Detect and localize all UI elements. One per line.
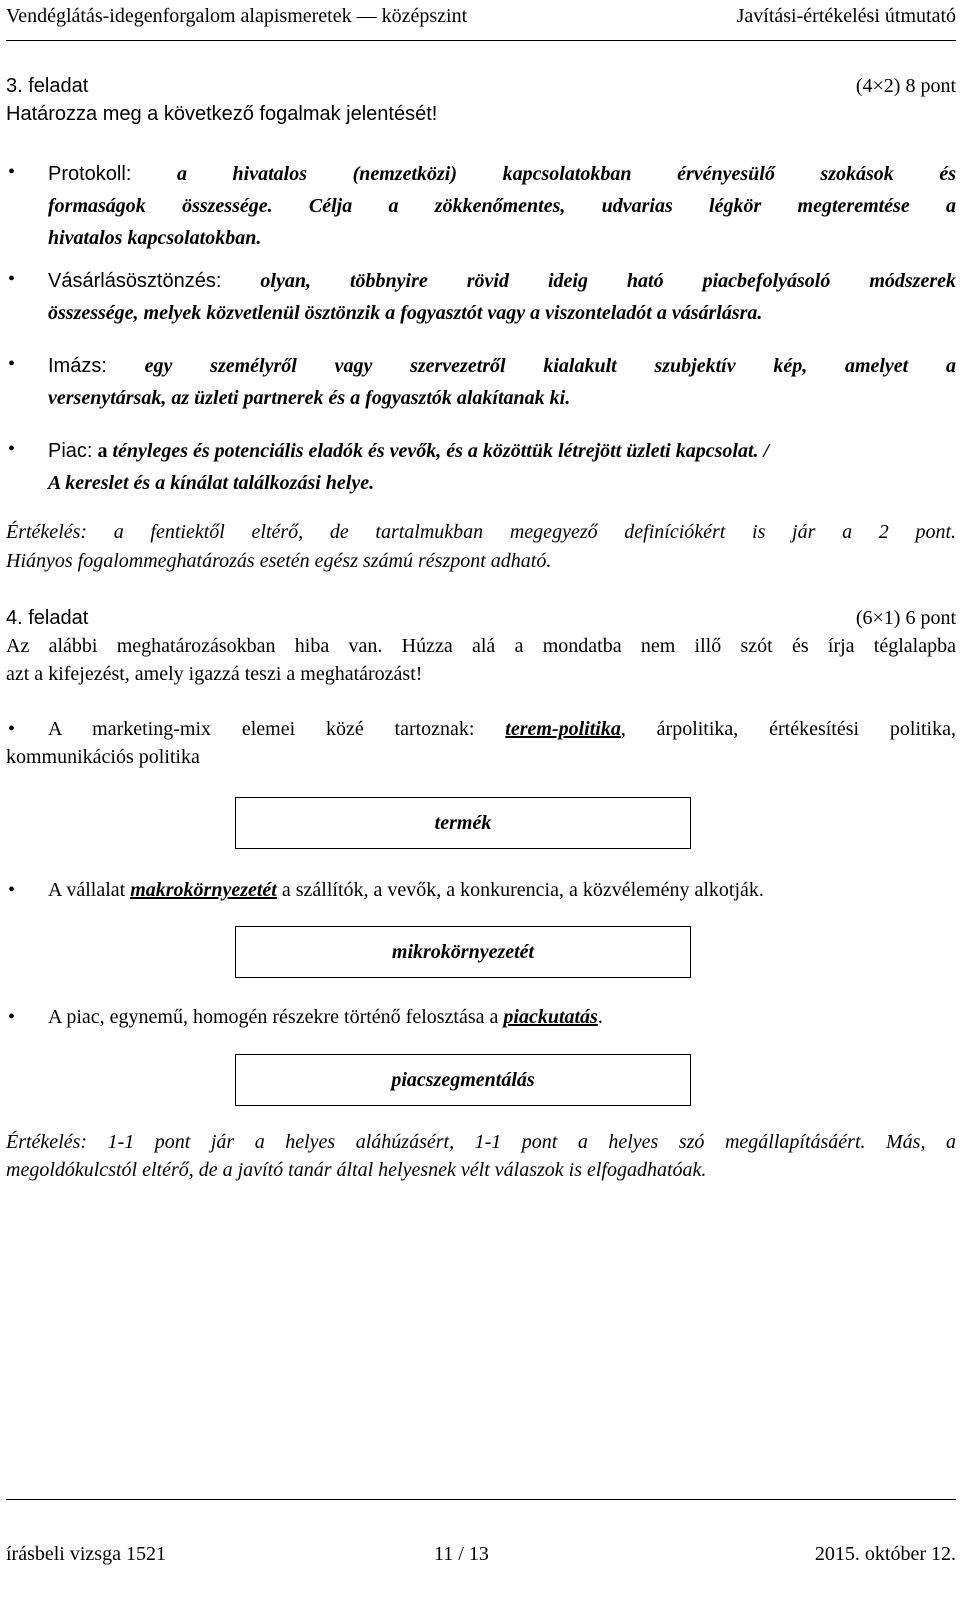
definition-text: hivatalos kapcsolatokban. [48,227,262,249]
bullet-icon: • [8,1006,16,1028]
task3-title: 3. feladat [6,75,89,97]
footer-exam-code: írásbeli vizsga 1521 [6,1543,166,1565]
footer-date: 2015. október 12. [814,1543,956,1565]
bullet-icon: • [8,718,16,740]
bullet-icon: • [8,438,16,460]
task3-heading [6,72,956,100]
header-exam-title: Vendéglátás-idegenforgalom alapismeretek — középszint [6,5,468,27]
task4-instruction-line1: Az alábbi meghatározásokban hiba van. Húzza alá a mondatba nem illő szót és írja téglalapba [6,635,956,657]
footer-page-number: 11 / 13 [434,1543,489,1565]
task4-item-marketing-mix-line2: kommunikációs politika [6,746,200,768]
sentence-text: A piac, egynemű, homogén részekre történő felosztása a [48,1006,504,1028]
footer-divider [6,1499,956,1500]
definition-text: formaságok összessége. Célja a zökkenőmentes, udvarias légkör megteremtése a [48,195,956,217]
definition-text: egy személyről vagy szervezetről kialakult szubjektív kép, amelyet a [144,355,956,377]
task4-title: 4. feladat [6,607,89,629]
sentence-text: , árpolitika, értékesítési politika, [620,718,956,740]
definition-prefix: a [97,440,108,462]
sentence-text: A marketing-mix elemei közé tartoznak: [48,718,506,740]
term-label: Vásárlásösztönzés: [48,270,222,292]
definition-text: olyan, többnyire rövid ideig ható piacbefolyásoló módszerek [260,270,957,292]
task3-instruction: Határozza meg a következő fogalmak jelentését! [6,103,438,125]
definition-text: versenytársak, az üzleti partnerek és a fogyasztók alakítanak ki. [48,387,571,409]
definition-text: tényleges és potenciális eladók és vevők, és a közöttük létrejött üzleti kapcsolat. / [112,440,770,462]
term-label: Protokoll: [48,163,132,185]
sentence-text: a szállítók, a vevők, a konkurencia, a közvélemény alkotják. [276,879,764,901]
header-guide-title: Javítási-értékelési útmutató [736,5,956,27]
wrong-word: makrokörnyezetét [130,879,277,901]
bullet-icon: • [8,879,16,901]
bullet-icon: • [8,161,16,183]
page-footer [6,1543,956,1573]
sentence-text: A vállalat [48,879,131,901]
definition-text: összessége, melyek közvetlenül ösztönzik a fogyasztót vagy a viszonteladót a vásárlásra. [48,302,763,324]
task4-evaluation-line1: Értékelés: 1-1 pont jár a helyes aláhúzásért, 1-1 pont a helyes szó megállapításáért. Más, a [6,1131,956,1153]
wrong-word: piackutatás [503,1006,598,1028]
page-header [6,5,956,35]
definition-text: a hivatalos (nemzetközi) kapcsolatokban érvényesülő szokások és [176,163,957,185]
task4-heading [6,604,956,632]
task3-evaluation-line2: Hiányos fogalommeghatározás esetén egész számú részpont adható. [6,550,552,572]
bullet-icon: • [8,353,16,375]
task4-points: (6×1) 6 pont [855,607,956,629]
definition-text: A kereslet és a kínálat találkozási helye. [48,472,375,494]
answer-box-piacszegmentalas: piacszegmentálás [235,1054,691,1106]
sentence-text: . [597,1006,603,1028]
answer-box-termek: termék [235,797,691,849]
document-page [6,0,956,1617]
wrong-word: terem-politika [505,718,621,740]
header-divider [6,40,956,41]
task4-evaluation-line2: megoldókulcstól eltérő, de a javító tanár által helyesnek vélt válaszok is elfogadhatóak. [6,1159,707,1181]
term-label: Piac: [48,440,93,462]
task4-instruction-line2: azt a kifejezést, amely igazzá teszi a meghatározást! [6,663,423,685]
bullet-icon: • [8,268,16,290]
answer-box-mikrokornyezetet: mikrokörnyezetét [235,926,691,978]
term-label: Imázs: [48,355,107,377]
task3-evaluation-line1: Értékelés: a fentiektől eltérő, de tartalmukban megegyező definíciókért is jár a 2 pont. [6,521,956,543]
task3-points: (4×2) 8 pont [855,75,956,97]
